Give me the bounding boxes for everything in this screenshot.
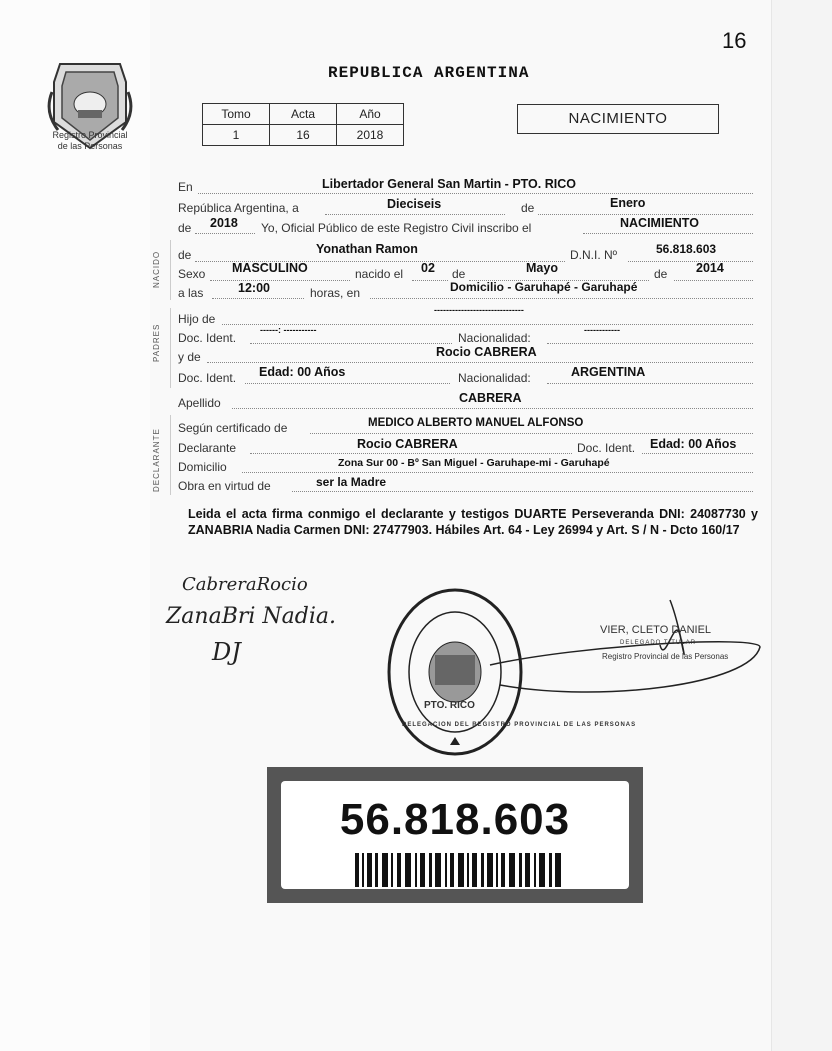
father-name: ------------------------------ [434, 305, 524, 315]
officer-org: Registro Provincial de las Personas [602, 652, 729, 661]
nac-label: Nacionalidad: [458, 331, 531, 345]
doc-label-3: Doc. Ident. [577, 441, 636, 455]
mother-nationality: ARGENTINA [571, 365, 646, 379]
declarante-doc: Edad: 00 Años [650, 437, 737, 451]
dotline [583, 232, 753, 234]
acta-value: 16 [270, 125, 337, 146]
stamp-place: PTO. RICO [424, 700, 475, 711]
caption-line-1: Registro Provincial [52, 130, 128, 140]
dotline [250, 452, 572, 454]
de-label-4: de [452, 267, 466, 281]
dotline [232, 407, 753, 409]
official-stamp-icon [380, 585, 780, 760]
nacido-side-label: NACIDO [152, 250, 161, 288]
dotline [547, 382, 753, 384]
month-value: Enero [610, 196, 646, 210]
yde-label: y de [178, 350, 201, 364]
signature-dj: DJ [212, 638, 241, 666]
officer-text: Yo, Oficial Público de este Registro Civil inscribo el [261, 221, 532, 235]
country-title: REPUBLICA ARGENTINA [328, 64, 530, 82]
hijo-label: Hijo de [178, 312, 216, 326]
dotline [325, 213, 505, 215]
legal-text: Leida el acta firma conmigo el declarante y testigos DUARTE Perseveranda DNI: 24087730 y ZANABRIA Nadia Carmen DNI: 27477903. Hábiles Art. 64 - Ley 26994 y Art. S / N - Dcto 160/17 [188, 507, 758, 537]
de-label-3: de [178, 248, 192, 262]
dotline [538, 213, 753, 215]
declarante-side-label: DECLARANTE [152, 428, 161, 492]
dotline [674, 279, 753, 281]
anio-header: Año [337, 104, 404, 125]
birth-day: 02 [421, 261, 435, 275]
en-label: En [178, 180, 193, 194]
section-divider [170, 308, 171, 388]
declarante-name: Rocio CABRERA [357, 437, 458, 451]
birth-time: 12:00 [238, 281, 270, 295]
dotline [195, 232, 255, 234]
dotline [198, 192, 753, 194]
barcode-number: 56.818.603 [339, 795, 571, 844]
dotline [207, 361, 753, 363]
dni-barcode-label [267, 767, 643, 903]
horas-label: horas, en [310, 286, 361, 300]
officer-role: DELEGADO TITULAR [620, 640, 696, 646]
virtue-value: ser la Madre [316, 475, 387, 489]
father-nationality: ------------ [584, 325, 620, 335]
day-value: Dieciseis [387, 197, 442, 211]
officer-name: VIER, CLETO DANIEL [600, 624, 712, 636]
republic-label: República Argentina, a [178, 201, 299, 215]
caption-line-2: de las Personas [57, 141, 123, 151]
dotline [242, 471, 753, 473]
doc-label: Doc. Ident. [178, 331, 237, 345]
dotline [412, 279, 448, 281]
record-type-box: NACIMIENTO [517, 104, 719, 134]
de-label-2: de [178, 221, 192, 235]
dotline [250, 342, 452, 344]
father-doc: ------: ----------- [260, 325, 317, 335]
signature-cabrera: CabreraRocio [182, 574, 308, 595]
doc-label-2: Doc. Ident. [178, 371, 237, 385]
sexo-label: Sexo [178, 267, 206, 281]
address-value: Zona Sur 00 - Bº San Miguel - Garuhape-mi - Garuhapé [338, 457, 610, 469]
de-label: de [521, 201, 535, 215]
mother-name: Rocio CABRERA [436, 345, 537, 359]
child-name: Yonathan Ramon [316, 242, 418, 256]
place-value: Libertador General San Martin - PTO. RICO [322, 177, 576, 191]
obra-label: Obra en virtud de [178, 479, 271, 493]
dotline [212, 297, 304, 299]
dotline [245, 382, 450, 384]
dotline [628, 260, 753, 262]
birth-month: Mayo [526, 261, 558, 275]
certificate-value: MEDICO ALBERTO MANUEL ALFONSO [368, 417, 584, 429]
alas-label: a las [178, 286, 204, 300]
dotline [292, 490, 753, 492]
tomo-acta-table [202, 103, 404, 146]
birth-year: 2014 [696, 261, 724, 275]
registry-caption [30, 130, 150, 152]
de-label-5: de [654, 267, 668, 281]
dni-label: D.N.I. Nº [570, 248, 618, 262]
inscribed-value: NACIMIENTO [620, 216, 699, 230]
tomo-value: 1 [203, 125, 270, 146]
signature-zanabria: ZanaBri Nadia. [166, 604, 336, 629]
surname-value: CABRERA [459, 391, 522, 405]
stamp-ring-text: DELEGACION DEL REGISTRO PROVINCIAL DE LAS PERSONAS [402, 722, 637, 728]
anio-value: 2018 [337, 125, 404, 146]
section-divider [170, 240, 171, 300]
section-divider [170, 415, 171, 495]
mother-doc: Edad: 00 Años [259, 365, 346, 379]
dotline [370, 297, 753, 299]
dotline [642, 452, 753, 454]
sex-value: MASCULINO [232, 261, 308, 275]
cert-label: Según certificado de [178, 421, 288, 435]
apellido-label: Apellido [178, 396, 221, 410]
padres-side-label: PADRES [152, 323, 161, 362]
nac-label-2: Nacionalidad: [458, 371, 531, 385]
acta-header: Acta [270, 104, 337, 125]
domicilio-label: Domicilio [178, 460, 227, 474]
right-margin [771, 0, 832, 1051]
declarante-label: Declarante [178, 441, 237, 455]
barcode-icon [355, 853, 565, 887]
year-value: 2018 [210, 216, 238, 230]
tomo-header: Tomo [203, 104, 270, 125]
page-number: 16 [722, 28, 747, 53]
dotline [547, 342, 753, 344]
dotline [210, 279, 350, 281]
birth-place: Domicilio - Garuhapé - Garuhapé [450, 280, 638, 294]
nacido-label: nacido el [355, 267, 404, 281]
dotline [310, 432, 753, 434]
left-margin [0, 0, 150, 1051]
child-dni: 56.818.603 [656, 242, 717, 256]
